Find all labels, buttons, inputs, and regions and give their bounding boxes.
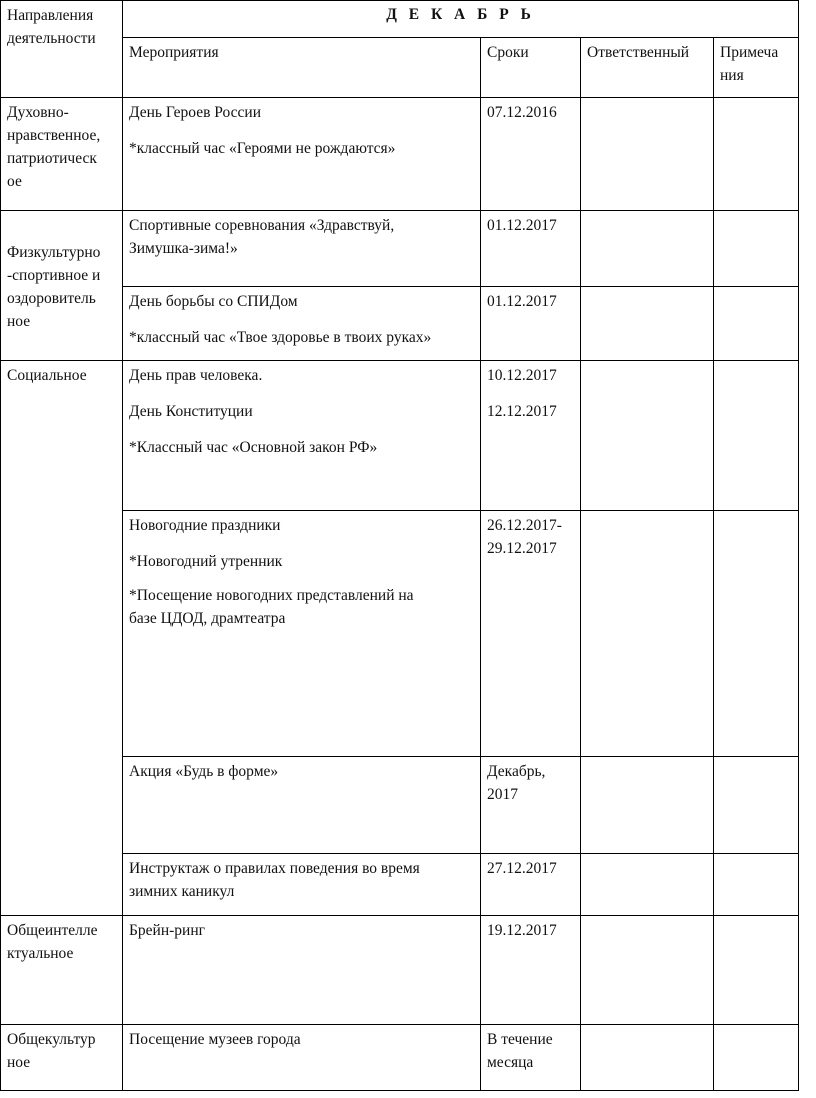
header-notes: Примеча ния — [720, 44, 779, 84]
direction-cell — [1, 1025, 123, 1091]
event-item: Брейн-ринг — [129, 922, 205, 939]
responsible-cell — [581, 287, 714, 361]
dates-cell — [481, 757, 581, 854]
direction-label: Духовно- нравственное, патриотическ ое — [7, 104, 101, 190]
direction-cell — [1, 211, 123, 361]
table-row — [1, 98, 799, 211]
events-cell — [123, 511, 481, 757]
dates-cell — [481, 1025, 581, 1091]
header-responsible: Ответственный — [587, 44, 690, 61]
notes-cell — [714, 98, 799, 211]
table-row — [1, 361, 799, 511]
header-direction-cell — [1, 1, 123, 98]
notes-cell — [714, 361, 799, 511]
direction-label: Общеинтелле ктуальное — [7, 922, 98, 962]
responsible-cell — [581, 211, 714, 287]
event-item: День борьбы со СПИДом — [129, 293, 298, 310]
header-row-top — [1, 1, 799, 38]
date-item: 01.12.2017 — [487, 293, 557, 310]
header-month-cell — [123, 1, 799, 38]
table-row — [1, 916, 799, 1025]
date-item: Декабрь, 2017 — [487, 763, 546, 803]
responsible-cell — [581, 1025, 714, 1091]
events-cell — [123, 854, 481, 916]
dates-cell — [481, 511, 581, 757]
events-cell — [123, 211, 481, 287]
header-responsible-cell — [581, 38, 714, 98]
dates-cell — [481, 211, 581, 287]
events-cell — [123, 757, 481, 854]
event-item: Инструктаж о правилах поведения во время зимних каникул — [129, 860, 420, 900]
responsible-cell — [581, 361, 714, 511]
notes-cell — [714, 211, 799, 287]
responsible-cell — [581, 511, 714, 757]
date-item: 07.12.2016 — [487, 104, 557, 121]
event-item: День Конституции — [129, 403, 253, 420]
notes-cell — [714, 1025, 799, 1091]
notes-cell — [714, 757, 799, 854]
date-item: 26.12.2017- 29.12.2017 — [487, 517, 562, 557]
events-cell — [123, 98, 481, 211]
events-cell — [123, 287, 481, 361]
direction-label: Физкультурно -спортивное и оздоровитель ное — [7, 244, 101, 330]
header-dates: Сроки — [487, 44, 529, 61]
header-notes-cell — [714, 38, 799, 98]
event-item: Спортивные соревнования «Здравствуй, Зимушка-зима!» — [129, 217, 395, 257]
event-item: День Героев России — [129, 104, 262, 121]
month-title: Д Е К А Б Р Ь — [386, 6, 535, 23]
notes-cell — [714, 916, 799, 1025]
event-item: Акция «Будь в форме» — [129, 763, 279, 780]
dates-cell — [481, 287, 581, 361]
notes-cell — [714, 511, 799, 757]
direction-label: Социальное — [7, 367, 87, 384]
dates-cell — [481, 854, 581, 916]
date-item: 10.12.2017 — [487, 367, 557, 384]
direction-cell — [1, 916, 123, 1025]
responsible-cell — [581, 916, 714, 1025]
event-item: *классный час «Героями не рождаются» — [129, 140, 396, 157]
direction-cell — [1, 361, 123, 916]
responsible-cell — [581, 854, 714, 916]
notes-cell — [714, 854, 799, 916]
event-item: День прав человека. — [129, 367, 263, 384]
date-item: В течение месяца — [487, 1031, 553, 1071]
event-item: *Классный час «Основной закон РФ» — [129, 439, 378, 456]
dates-cell — [481, 916, 581, 1025]
direction-cell — [1, 98, 123, 211]
event-item: *Новогодний утренник — [129, 553, 283, 570]
event-item: Новогодние праздники — [129, 517, 281, 534]
dates-cell — [481, 98, 581, 211]
date-item: 27.12.2017 — [487, 860, 557, 877]
responsible-cell — [581, 757, 714, 854]
events-cell — [123, 1025, 481, 1091]
header-dates-cell — [481, 38, 581, 98]
direction-label: Общекультур ное — [7, 1031, 96, 1071]
notes-cell — [714, 287, 799, 361]
date-item: 12.12.2017 — [487, 403, 557, 420]
date-item: 01.12.2017 — [487, 217, 557, 234]
events-cell — [123, 361, 481, 511]
event-item: *классный час «Твое здоровье в твоих руках» — [129, 329, 432, 346]
event-item: Посещение музеев города — [129, 1031, 301, 1048]
header-events-cell — [123, 38, 481, 98]
table-row — [1, 211, 799, 287]
header-direction: Направления деятельности — [7, 7, 96, 47]
events-cell — [123, 916, 481, 1025]
event-item: *Посещение новогодних представлений на базе ЦДОД, драмтеатра — [129, 587, 414, 627]
responsible-cell — [581, 98, 714, 211]
table-row — [1, 1025, 799, 1091]
header-events: Мероприятия — [129, 44, 219, 61]
dates-cell — [481, 361, 581, 511]
date-item: 19.12.2017 — [487, 922, 557, 939]
